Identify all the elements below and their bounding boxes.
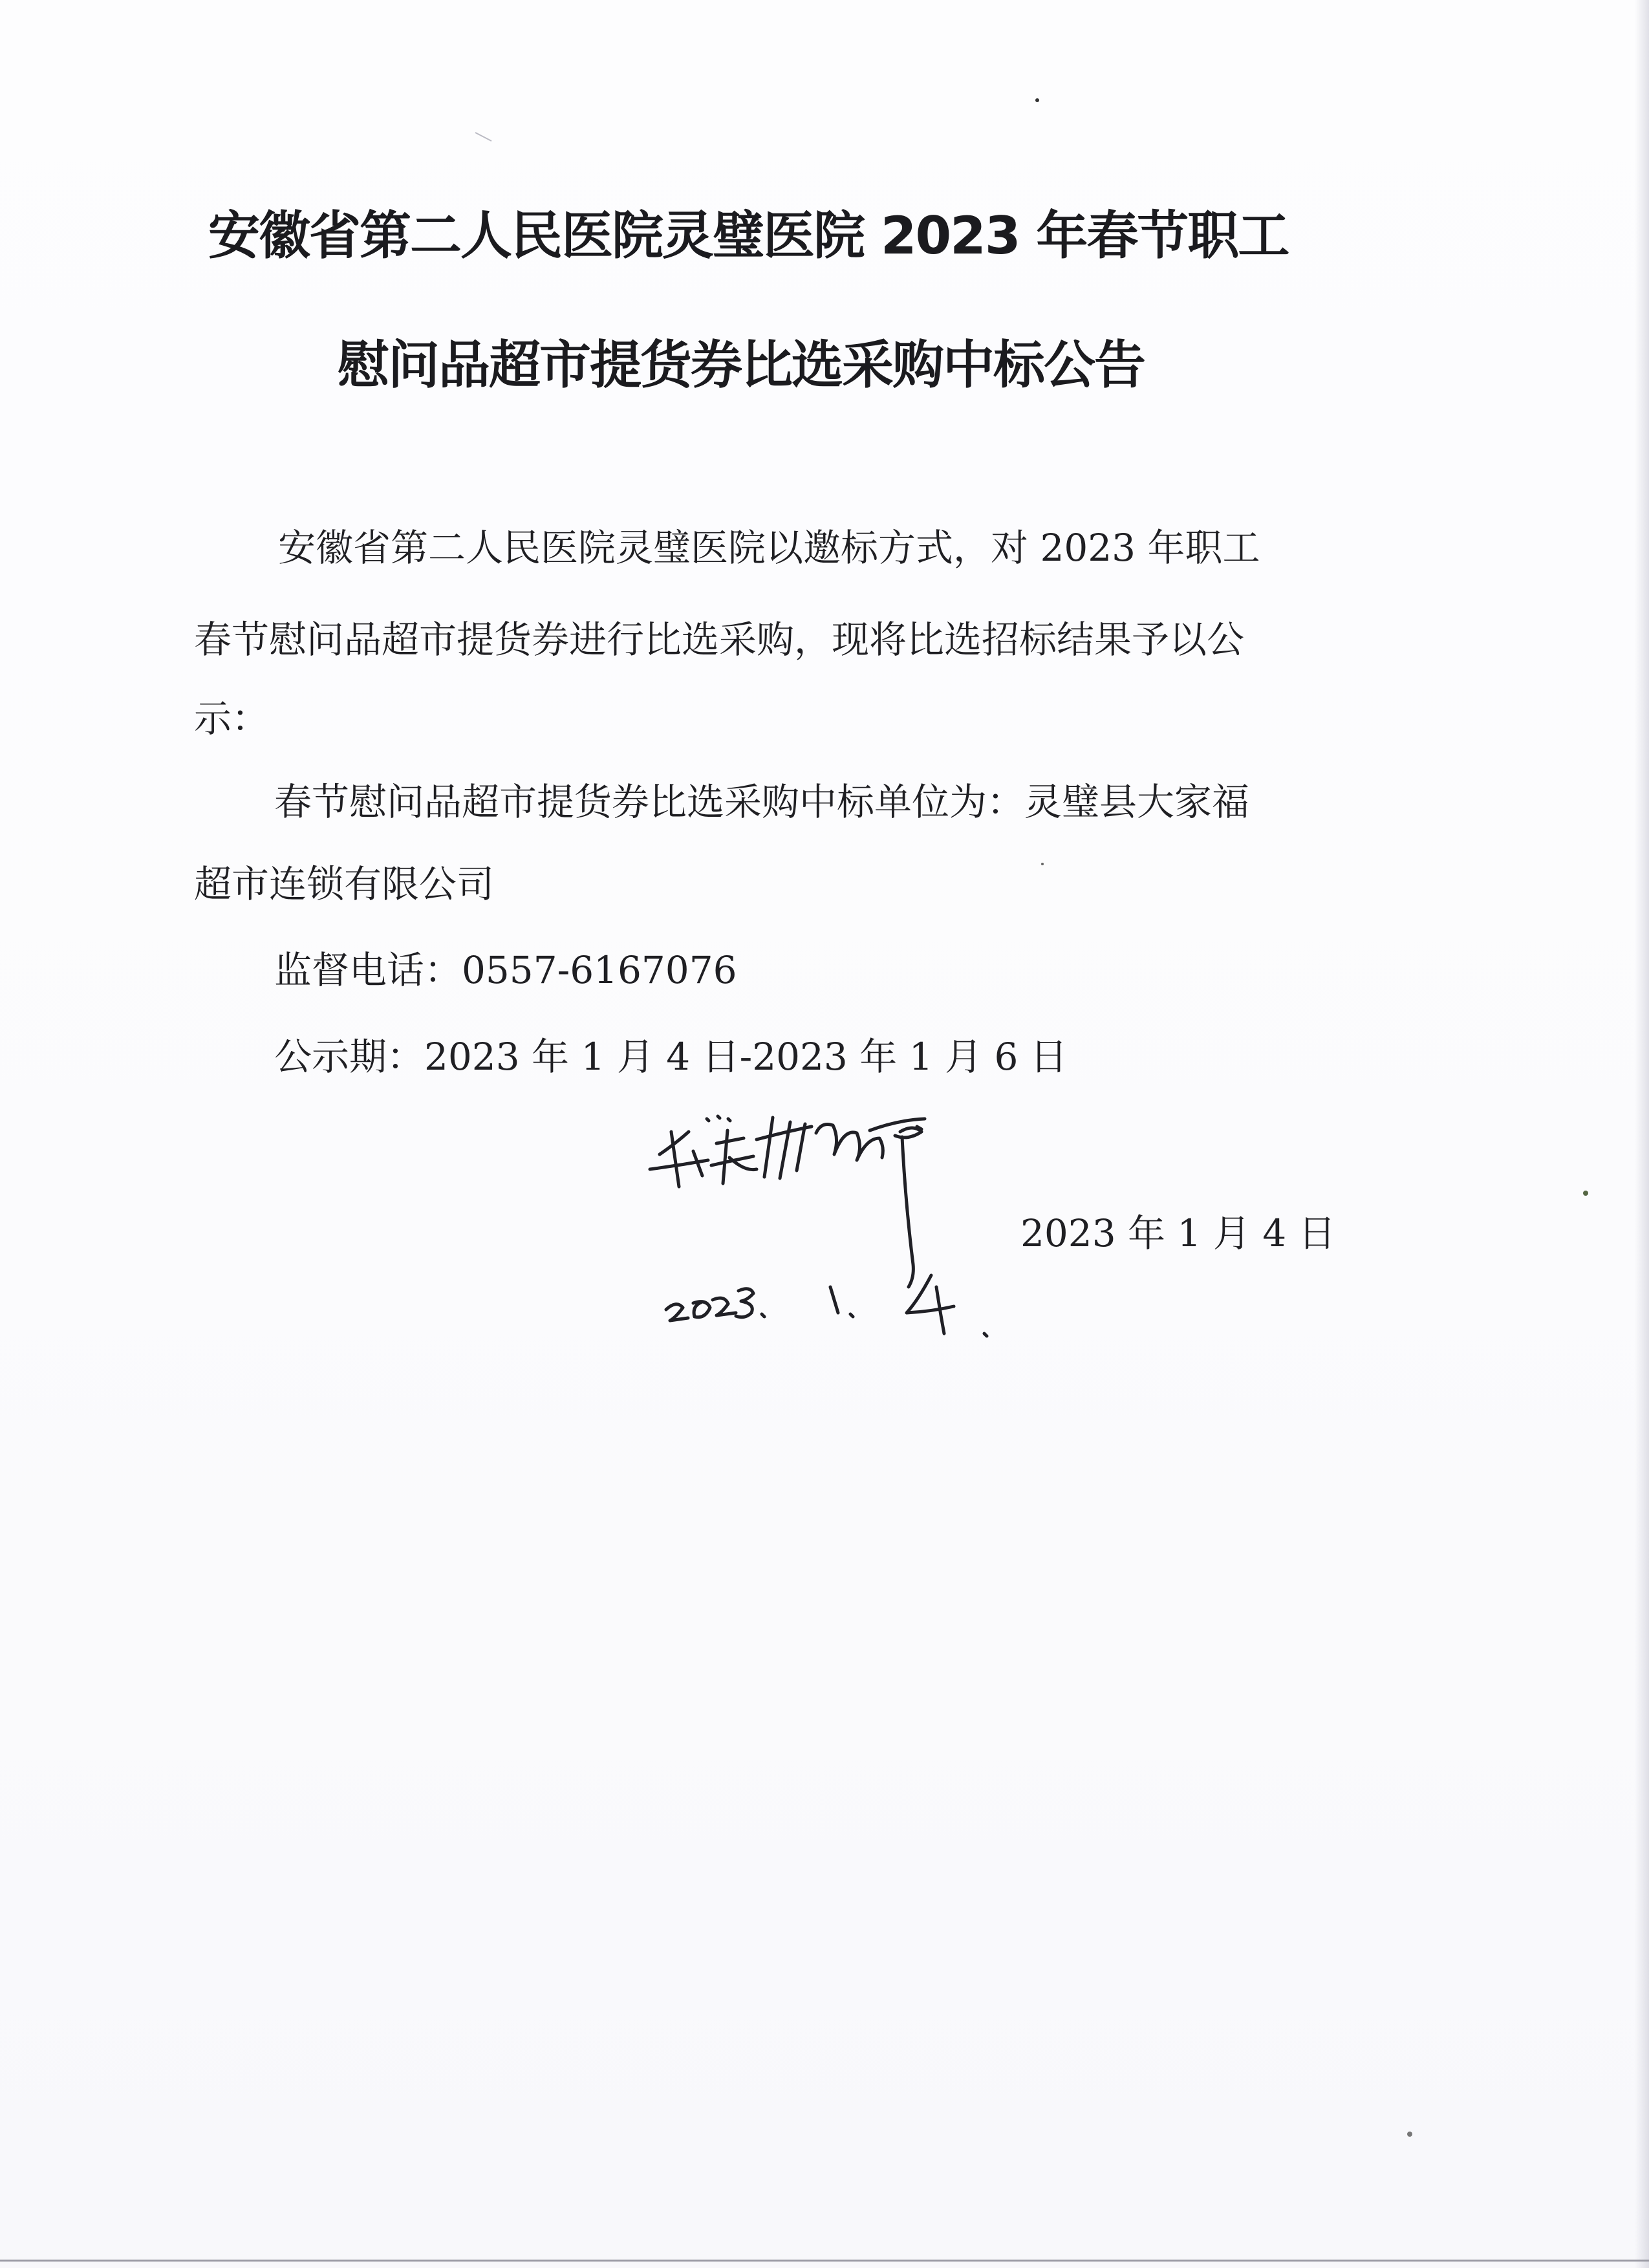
intro-paragraph-line-2: 春节慰问品超市提货券进行比选采购，现将比选招标结果予以公	[194, 618, 1245, 662]
handwritten-signature	[647, 1093, 1073, 1365]
publicity-period: 公示期：2023 年 1 月 4 日-2023 年 1 月 6 日	[274, 1035, 1068, 1079]
intro-paragraph-line-3: 示：	[194, 697, 270, 740]
announcement-date: 2023 年 1 月 4 日	[1020, 1211, 1336, 1255]
scan-bottom-edge	[0, 2260, 1649, 2262]
supervision-phone: 监督电话：0557-6167076	[274, 948, 737, 992]
winner-paragraph-line-1: 春节慰问品超市提货券比选采购中标单位为：灵璧县大家福	[274, 780, 1250, 824]
winner-paragraph-line-2: 超市连锁有限公司	[194, 862, 495, 906]
intro-paragraph-line-1: 安徽省第二人民医院灵璧医院以邀标方式，对 2023 年职工	[278, 526, 1260, 570]
announcement-title-line-2: 慰问品超市提货券比选采购中标公告	[338, 335, 1145, 395]
announcement-title-line-1: 安徽省第二人民医院灵璧医院 2023 年春节职工	[208, 206, 1289, 266]
